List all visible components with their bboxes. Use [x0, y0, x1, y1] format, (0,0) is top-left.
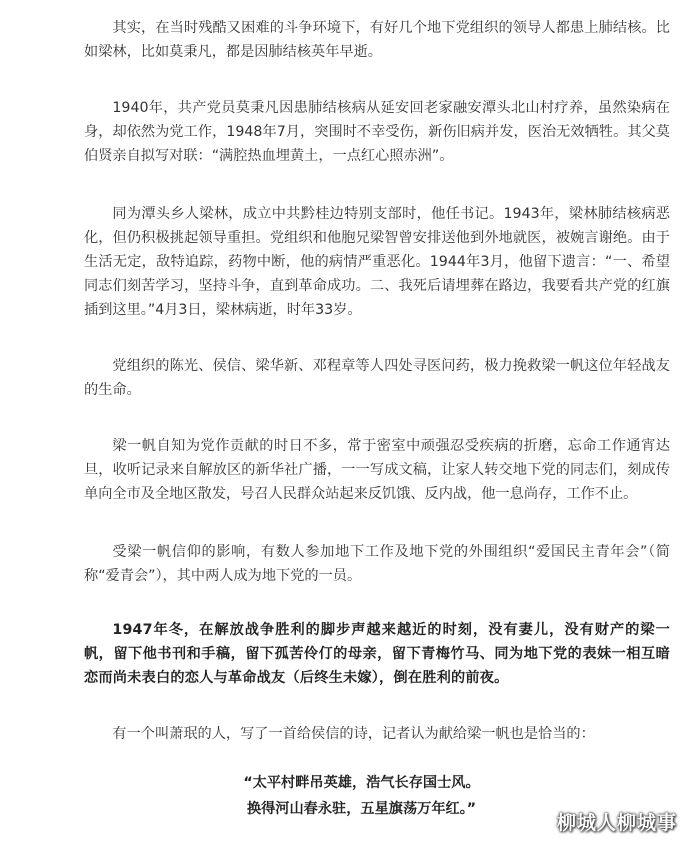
paragraph-3: 同为潭头乡人梁林，成立中共黔桂边特别支部时，他任书记。1943年，梁林肺结核病恶化，但仍积极挑起领导重担。党组织和他胞兄梁智曾安排送他到外地就医，被婉言谢绝。由于生活无定，敌特追踪，药物中断，他的病情严重恶化。1944年3月，他留下遗言：“一、希望同志们刻苦学习，坚持斗争，直到革命成功。二、我死后请埋葬在路边，我要看共产党的红旗插到这里。”4月3日，梁林病逝，时年33岁。: [84, 206, 670, 318]
paragraph-2: 1940年，共产党员莫秉凡因患肺结核病从延安回老家融安潭头北山村疗养，虽然染病在身，却依然为党工作，1948年7月，突围时不幸受伤，新伤旧病并发，医治无效牺牲。其父莫伯贤亲自拟写对联：“满腔热血埋黄土，一点红心照赤洲”。: [84, 100, 670, 164]
wechat-official-account-icon: [525, 811, 551, 833]
watermark: [525, 808, 677, 835]
paragraph-5: 梁一帆自知为党作贡献的时日不多，常于密室中顽强忍受疾病的折磨，忘命工作通宵达旦，收听记录来自解放区的新华社广播，一一写成文稿，让家人转交地下党的同志们，刻成传单向全市及全地区散发，号召人民群众站起来反饥饿、反内战，他一息尚存，工作不止。: [84, 438, 670, 502]
paragraph-bold: 1947年冬，在解放战争胜利的脚步声越来越近的时刻，没有妻儿，没有财产的梁一帆，留下他书刊和手稿，留下孤苦伶仃的母亲，留下青梅竹马、同为地下党的表妹一相互暗恋而尚未表白的恋人与革命战友（后终生未嫁），倒在胜利的前夜。: [84, 622, 670, 686]
paragraph-1: 其实，在当时残酷又困难的斗争环境下，有好几个地下党组织的领导人都患上肺结核。比如梁林，比如莫秉凡，都是因肺结核英年早逝。: [84, 20, 670, 60]
poem-line-1: “太平村畔吊英雄，浩气长存国士风。: [243, 775, 480, 791]
poem-line-2: 换得河山春永驻，五星旗荡万年红。”: [246, 801, 477, 817]
watermark-text: 柳城人柳城事: [556, 812, 677, 834]
paragraph-closing: 有一个叫萧珉的人，写了一首给侯信的诗，记者认为献给梁一帆也是恰当的：: [112, 726, 595, 742]
paragraph-4: 党组织的陈光、侯信、梁华新、邓程章等人四处寻医问药，极力挽救梁一帆这位年轻战友的生命。: [84, 358, 670, 398]
paragraph-6: 受梁一帆信仰的影响，有数人参加地下工作及地下党的外围组织“爱国民主青年会”（简称“爱青会”），其中两人成为地下党的一员。: [84, 544, 670, 584]
